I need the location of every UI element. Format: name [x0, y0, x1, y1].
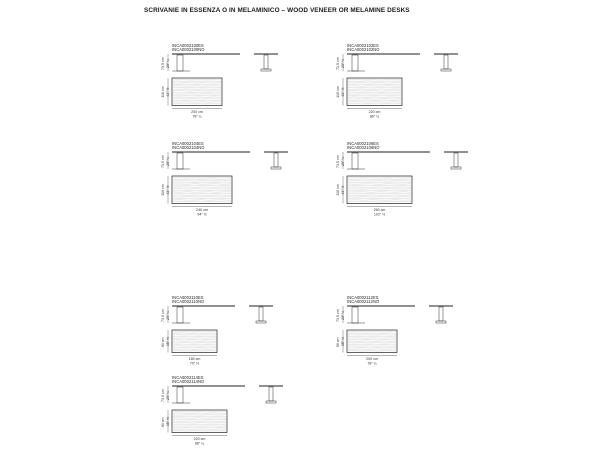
depth-in-label: 35" ½ [166, 416, 170, 427]
width-cm-label: 180 cm [188, 357, 201, 361]
desk-drawing [325, 42, 465, 142]
front-view-leg [177, 307, 183, 323]
depth-cm-label: 110 cm [336, 184, 340, 196]
side-view-foot [436, 321, 446, 323]
desk-drawing [325, 294, 465, 394]
product-code: INCA0002102ES [347, 43, 379, 48]
width-in-label: 86" ¼ [194, 441, 205, 446]
front-view-leg [352, 55, 358, 71]
side-view-leg [439, 307, 443, 321]
side-view-foot [261, 69, 271, 71]
depth-in-label: 35" ½ [341, 336, 345, 347]
width-cm-label: 200 cm [366, 357, 378, 361]
desk-drawing [325, 140, 465, 240]
width-cm-label: 200 cm [191, 110, 203, 114]
product-code: INCA0002112NO [347, 299, 380, 305]
desk-drawing [150, 140, 290, 240]
desk-svg [325, 140, 465, 240]
product-code: INCA0002110ES [172, 295, 204, 300]
height-in-label: 29" ¼ [341, 156, 345, 166]
width-in-label: 78" ¼ [192, 114, 202, 119]
product-code: INCA0002104ES [172, 141, 204, 146]
width-cm-label: 240 cm [196, 208, 208, 212]
height-cm-label: 73,5 cm [161, 155, 165, 168]
side-view-foot [441, 69, 451, 71]
width-in-label: 70" ½ [189, 361, 200, 366]
desk-svg [150, 374, 290, 474]
side-view-foot [256, 321, 266, 323]
desk-svg [150, 42, 290, 142]
width-in-label: 86" ¼ [369, 114, 380, 119]
height-cm-label: 73,5 cm [161, 309, 165, 322]
product-code: INCA0002112ES [347, 295, 379, 300]
side-view-leg [264, 55, 268, 69]
front-view-leg [177, 387, 183, 403]
side-view-leg [269, 387, 273, 401]
height-in-label: 29" ¼ [341, 310, 345, 320]
desk-svg [325, 294, 465, 394]
depth-in-label: 43" ½ [166, 185, 170, 195]
height-in-label: 29" ¼ [341, 58, 345, 68]
side-view-leg [454, 153, 458, 167]
height-cm-label: 73,5 cm [336, 57, 340, 70]
front-view-leg [177, 55, 183, 71]
desk-drawing [150, 374, 290, 474]
side-view-leg [259, 307, 263, 321]
front-view-leg [352, 307, 358, 323]
plan-view-top [172, 176, 232, 204]
desk-svg [150, 140, 290, 240]
height-in-label: 29" ¼ [166, 390, 170, 400]
depth-in-label: 43" ½ [341, 185, 345, 195]
height-in-label: 29" ¼ [166, 156, 170, 166]
product-code: INCA0002106NO [347, 145, 380, 151]
height-in-label: 29" ¼ [166, 310, 170, 320]
plan-view-top [172, 78, 222, 106]
width-cm-label: 220 cm [193, 437, 206, 441]
product-code: INCA0002102NO [347, 47, 380, 53]
depth-cm-label: 110 cm [336, 86, 340, 98]
product-code: INCA0002114ES [172, 375, 204, 380]
product-code: INCA0002106ES [347, 141, 379, 146]
depth-in-label: 35" ½ [166, 336, 170, 347]
front-view-leg [177, 153, 183, 169]
plan-view-top [347, 78, 402, 106]
side-view-foot [451, 167, 461, 169]
height-cm-label: 73,5 cm [336, 309, 340, 322]
product-code: INCA0002110NO [172, 299, 205, 305]
depth-cm-label: 110 cm [161, 184, 165, 196]
width-in-label: 94" ½ [197, 212, 207, 217]
height-in-label: 29" ¼ [166, 58, 170, 68]
side-view-leg [274, 153, 278, 167]
desk-svg [325, 42, 465, 142]
width-cm-label: 260 cm [373, 208, 386, 212]
width-cm-label: 220 cm [368, 110, 381, 114]
front-view-leg [352, 153, 358, 169]
depth-cm-label: 90 cm [336, 337, 340, 348]
side-view-foot [271, 167, 281, 169]
width-in-label: 102" ½ [373, 212, 386, 217]
product-code: INCA0002100NO [172, 47, 205, 53]
depth-in-label: 43" ½ [166, 87, 170, 97]
height-cm-label: 73,5 cm [161, 57, 165, 70]
width-in-label: 78" ¼ [367, 361, 377, 366]
page-title: SCRIVANIE IN ESSENZA O IN MELAMINICO – WOOD VENEER OR MELAMINE DESKS [144, 7, 410, 14]
plan-view-top [347, 176, 412, 204]
depth-cm-label: 110 cm [161, 86, 165, 98]
product-code: INCA0002100ES [172, 43, 204, 48]
side-view-leg [444, 55, 448, 69]
depth-cm-label: 90 cm [161, 337, 165, 348]
height-cm-label: 73,5 cm [161, 389, 165, 402]
desk-drawing [150, 42, 290, 142]
depth-cm-label: 90 cm [161, 417, 165, 428]
side-view-foot [266, 401, 276, 403]
product-code: INCA0002114NO [172, 379, 205, 385]
height-cm-label: 73,5 cm [336, 155, 340, 168]
product-code: INCA0002104NO [172, 145, 205, 151]
depth-in-label: 43" ½ [341, 87, 345, 97]
